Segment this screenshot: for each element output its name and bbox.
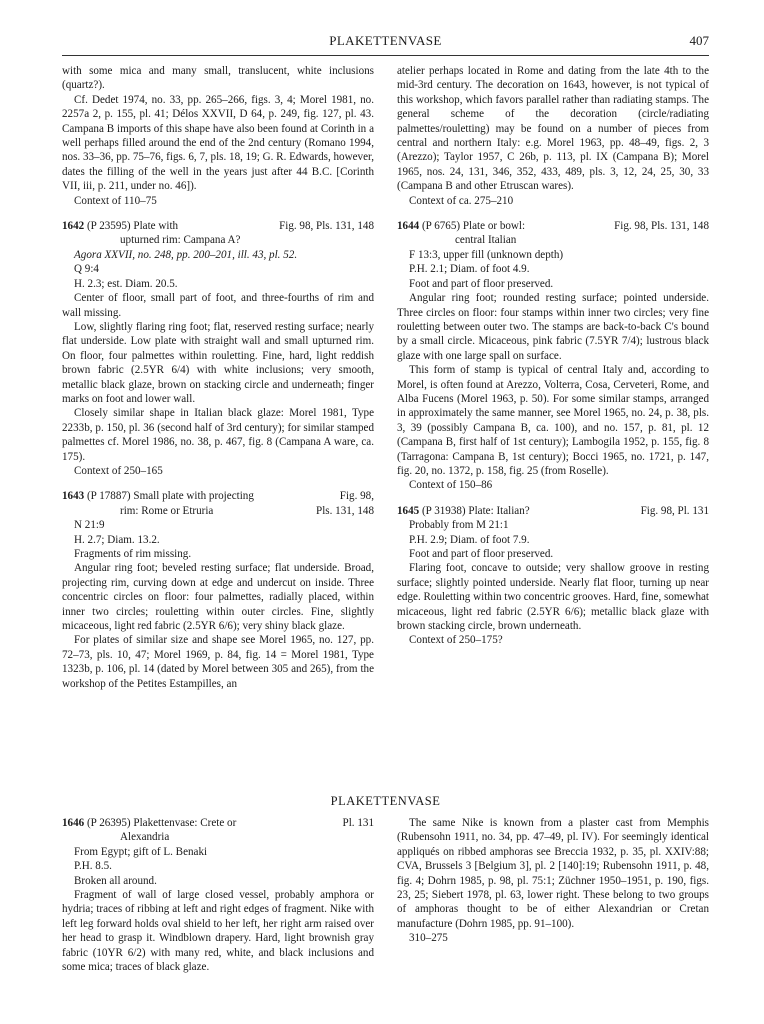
inventory-number: (P 17887) [86,490,131,503]
comparanda: This form of stamp is typical of central Italy and, according to Morel, is often found at Arezzo, Volterra, Cosa, Cerveteri, Rome, and Alba Fucens (Morel 1963, p. 50). For some similar stamps, arranged in approximately the same manner, see Morel 1965, no. 24, p. 38, pls. 3, 39 (possibly Campana B, ca. 100), and no. 157, p. 81, pl. 12 (Campana B, first half of 1st century); Lambogila 1952, p. 155, fig. 8 (Tarragona: Campana B, 1st century); Bocci 1965, no. 1721, p. 147, fig. 20, no. 1372, p. 158, fig. 25 (from Roselle). [397,364,709,477]
entry-heading [62,219,374,233]
intro-comparanda: Cf. Dedet 1974, no. 33, pp. 265–266, figs. 3, 4; Morel 1981, no. 2257a 2, p. 155, pl. 41; Délos XXVII, D 64, p. 249, fig. 127, pl. 43. Campana B imports of this shape have also been found at Corinth in a well perhaps filled around the end of the 2nd century (Romano 1994, nos. 33–36, pp. 75–76, figs. 6, 7, pls. 18, 19; G. R. Edwards, however, dates the filling of the well in the years just after 44 B.C. [Corinth VII, iii, p. 211, under no. 46]). [62,93,375,193]
description: Angular ring foot; beveled resting surface; flat underside. Broad, projecting rim, curving down at edge and undercut on inside. Three concentric circles on floor: four palmettes, radially placed, within inner two circles; rouletting within outer circles. Fine, slightly micaceous, light red fabric (2.5YR 6/6); very shiny black glaze. [62,562,374,633]
entry-title-cont: upturned rim: Campana A? [120,234,241,247]
header-rule [62,55,709,56]
entry-number: 1643 [62,490,85,503]
figure-refs: Fig. 98, [339,490,374,503]
catalogue-entry-1644 [397,219,709,493]
deposit: F 13:3, upper fill (unknown depth) [409,248,564,261]
dimensions: H. 2.3; est. Diam. 20.5. [74,277,178,290]
left-column [62,64,374,691]
plate-refs: Pls. 131, 148 [316,504,374,517]
entry-1646-continued [397,816,709,946]
right-column [397,64,709,648]
comparanda: Closely similar shape in Italian black glaze: Morel 1981, Type 2233b, p. 150, pl. 36 (second half of 3rd century); for similar stamped palmettes cf. Morel 1986, no. 38, p. 467, fig. 8 (Campana A ware, ca. 175). [62,407,374,463]
description: Angular ring foot; rounded resting surface; pointed underside. Three circles on floor: four stamps within inner two circles; very fine rouletting between outer two. The stamps are back-to-back C's bound by a small circle. Micaceous, pink fabric (7.5YR 7/4); lustrous black glaze with one large spall on surface. [397,292,709,362]
entry-title: Plakettenvase: Crete or [133,817,237,829]
page-number: 407 [689,33,709,48]
continuation-text: atelier perhaps located in Rome and dating from the late 4th to the mid-3rd century. The decoration on 1643, however, is not typical of this workshop, which favors parallel rather than radiating stamps. The general scheme of the decoration (circle/radiating palmettes/rouletting) may be found on a number of pieces from central and northern Italy: e.g. Morel 1963, pp. 48–49, figs. 2, 3 (Arezzo); Taylor 1957, C 26b, p. 113, pl. IX (Campana B); Morel 1965, nos. 24, 131, 346, 352, 433, 489, pls. 3, 12, 24, 25, 30, 33 (Campana B and other Etruscan wares). [397,65,709,193]
entry-title: Plate: Italian? [468,504,530,517]
plate-refs: Pl. 131 [342,817,374,829]
entry-title: Plate with [133,220,179,233]
intro-context: Context of 110–75 [74,194,157,207]
catalogue-entry-1642 [62,219,374,478]
context: Context of 250–175? [409,634,503,647]
continuation-context: Context of ca. 275–210 [409,194,514,207]
preservation: Foot and part of floor preserved. [409,277,554,290]
deposit: Q 9:4 [74,263,99,276]
figure-refs: Fig. 98, Pls. 131, 148 [279,220,374,233]
entry-heading [62,816,374,830]
entry-number: 1646 [62,817,85,829]
entry-heading [397,219,709,233]
dimensions: P.H. 2.9; Diam. of foot 7.9. [409,533,530,546]
dimensions: H. 2.7; Diam. 13.2. [74,533,160,546]
preservation: Fragments of rim missing. [74,548,192,560]
context: Context of 150–86 [409,479,493,492]
comparanda: For plates of similar size and shape see Morel 1965, no. 127, pp. 72–73, pls. 10, 47; Morel 1969, p. 84, fig. 14 = Morel 1981, Type 1323b, p. 106, pl. 14 (dated by Morel between 305 and 265), from the workshop of the Petites Estampilles, an [62,634,374,690]
provenance: Probably from M 21:1 [409,519,509,532]
entry-title-cont: central Italian [455,234,517,247]
catalogue-entry-1646 [62,816,374,974]
figure-refs: Fig. 98, Pl. 131 [640,504,709,517]
description: Low, slightly flaring ring foot; flat, reserved resting surface; nearly flat underside. Low plate with straight wall and small upturned rim. On floor, four palmettes within rouletting. Fine, hard, light reddish brown fabric (2.5YR 6/4) with white inclusions; very smooth, metallic black glaze, brown on stacking circle and underneath; finger marks on foot and lower wall. [62,320,374,405]
preservation: Center of floor, small part of foot, and three-fourths of rim and wall missing. [62,292,374,319]
description: Flaring foot, concave to outside; very shallow groove in resting surface; slightly pointed underside. Nearly flat floor, turning up near edge. Rouletting within two concentric grooves. Hard, fine, somewhat micaceous, light red fabric (2.5YR 6/6); metallic black glaze with brown stacking circle, brown underneath. [397,562,709,633]
comparanda: The same Nike is known from a plaster cast from Memphis (Rubensohn 1911, no. 34, pp. 47–49, pl. IV). For seemingly identical appliqués on ribbed amphoras see Breccia 1932, p. 35, pl. XXIV:88; CVA, Brussels 3 [Belgium 3], pl. 2 [140]:19; Rubensohn 1911, p. 48, fig. 4; Dohrn 1985, p. 98, pl. 75:1; Züchner 1950–1951, p. 190, figs. 23, 25; Siebert 1978, pl. 63, lower right. These belong to two groups of amphoras thought to be of either Alexandrian or Cretan manufacture (Dohrn 1985, pp. 91–100). [397,817,709,930]
date-range: 310–275 [409,932,448,945]
entry-number: 1644 [397,220,420,233]
figure-refs: Fig. 98, Pls. 131, 148 [614,220,709,233]
running-head: PLAKETTENVASE [329,33,442,48]
context: Context of 250–165 [74,464,163,477]
catalogue-entry-1643 [62,489,374,691]
inventory-number: (P 31938) [421,504,466,517]
entry-title-cont: Alexandria [120,831,170,844]
page-header [62,34,709,52]
entry-number: 1645 [397,504,420,517]
inventory-number: (P 6765) [421,220,461,233]
inventory-number: (P 26395) [86,817,131,829]
catalogue-entry-1645 [397,504,709,648]
entry-heading [397,504,709,518]
dimensions: P.H. 8.5. [74,860,112,873]
intro-text: with some mica and many small, translucent, white inclusions (quartz?). [62,65,374,92]
agora-reference: Agora XXVII, no. 248, pp. 200–201, ill. 43, pl. 52. [74,248,298,261]
preservation: Broken all around. [74,874,157,887]
inventory-number: (P 23595) [86,220,131,233]
section-title: PLAKETTENVASE [330,794,441,808]
entry-heading [62,489,374,503]
preservation: Foot and part of floor preserved. [409,548,554,560]
provenance: From Egypt; gift of L. Benaki [74,845,208,858]
dimensions: P.H. 2.1; Diam. of foot 4.9. [409,263,530,276]
description: Fragment of wall of large closed vessel, probably amphora or hydria; traces of ribbing at left and right edges of fragment. Nike with left leg forward holds oval shield to her left, her right arm raised over her head to grasp it. Windblown drapery. Hard, light brownish gray fabric (10YR 6/2) with many red, white, and black inclusions and some mica; traces of black glaze. [62,889,374,974]
entry-title: Plate or bowl: [462,220,526,233]
entry-title-cont: rim: Rome or Etruria [120,504,214,517]
entry-number: 1642 [62,220,85,233]
deposit: N 21:9 [74,519,105,532]
entry-title: Small plate with projecting [133,490,254,503]
